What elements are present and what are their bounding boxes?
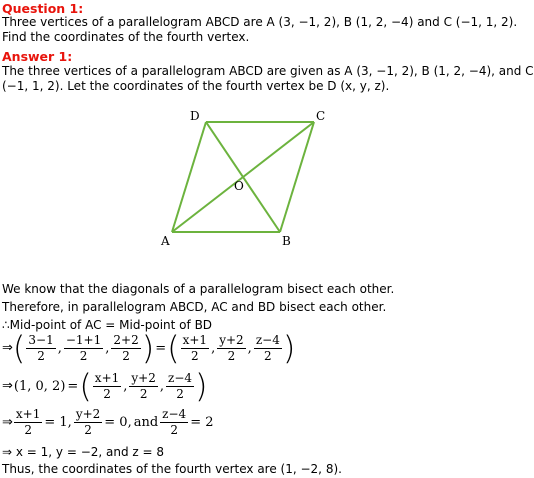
equation-3 <box>2 407 214 438</box>
frac-num: y+2 <box>219 332 244 347</box>
question-heading: Question 1: <box>2 1 84 16</box>
frac-den: 2 <box>37 348 45 363</box>
frac-den: 2 <box>79 348 88 363</box>
question-line-1: Three vertices of a parallelogram ABCD are A (3, −1, 2), B (1, 2, −4) and C (−1, 1, 2). <box>2 15 518 29</box>
answer-heading: Answer 1: <box>2 49 73 64</box>
equation-value: = 2 <box>190 415 214 430</box>
frac-den: 2 <box>103 386 111 401</box>
frac-num: x+1 <box>182 332 208 347</box>
implies-symbol: ⇒ <box>2 415 13 430</box>
midpoint-value: (1, 0, 2) <box>13 378 66 394</box>
parallelogram-diagram <box>0 100 474 260</box>
frac-num: x+1 <box>94 370 120 385</box>
side-da <box>172 122 206 232</box>
paragraph-midpoint: ∴Mid-point of AC = Mid-point of BD <box>2 318 213 332</box>
question-line-2: Find the coordinates of the fourth vertex. <box>2 30 250 44</box>
conclusion: Thus, the coordinates of the fourth vertex are (1, −2, 8). <box>2 462 342 476</box>
frac-den: 2 <box>170 423 178 437</box>
label-a: A <box>161 234 170 248</box>
frac-num: 3−1 <box>28 332 54 347</box>
diagonal-db <box>206 122 280 232</box>
equation-2: ⇒(1, 0, 2) =( $\frac{x+1}{2}$ , $\frac{y+2}{2}$ , $\frac{z-4}{2}$ ) <box>2 367 208 405</box>
frac-num: z−4 <box>168 370 193 385</box>
frac-num: y+2 <box>75 407 101 421</box>
equation-value: = 0, <box>104 415 132 430</box>
answer-line-1: The three vertices of a parallelogram ABCD are given as A (3, −1, 2), B (1, 2, −4), and C <box>2 64 534 78</box>
frac-den: 2 <box>227 348 236 363</box>
frac-den: 2 <box>139 386 148 401</box>
result-values: ⇒ x = 1, y = −2, and z = 8 <box>2 445 165 459</box>
frac-num: y+2 <box>131 370 156 385</box>
paragraph-therefore: Therefore, in parallelogram ABCD, AC and BD bisect each other. <box>2 300 387 314</box>
implies-symbol: ⇒ <box>2 378 13 394</box>
implies-symbol: ⇒ <box>2 340 13 356</box>
equation-1: ⇒( $\frac{3-1}{2}$ , $\frac{-1+1}{2}$ , $\frac{2+2}{2}$ )=( $\frac{x+1}{2}$ , $\frac{y+2}{2}$ , $\frac{z-4}{2}$ ) <box>2 329 296 367</box>
equation-value: = 1, <box>44 415 72 430</box>
frac-den: 2 <box>264 348 272 363</box>
label-b: B <box>282 234 291 248</box>
frac-den: 2 <box>84 423 92 437</box>
paragraph-diagonals: We know that the diagonals of a parallelogram bisect each other. <box>2 282 395 296</box>
label-o: O <box>234 179 244 193</box>
and-word: and <box>133 415 159 430</box>
frac-den: 2 <box>24 423 32 437</box>
frac-num: 2+2 <box>113 332 139 347</box>
frac-num: z−4 <box>162 407 187 421</box>
frac-num: z−4 <box>255 332 280 347</box>
label-d: D <box>190 109 200 123</box>
side-cb <box>280 122 314 232</box>
answer-line-2: (−1, 1, 2). Let the coordinates of the fourth vertex be D (x, y, z). <box>2 79 390 93</box>
frac-den: 2 <box>176 386 184 401</box>
frac-den: 2 <box>122 348 130 363</box>
label-c: C <box>316 109 326 123</box>
frac-den: 2 <box>191 348 199 363</box>
frac-num: −1+1 <box>65 332 102 347</box>
frac-num: x+1 <box>15 407 41 421</box>
